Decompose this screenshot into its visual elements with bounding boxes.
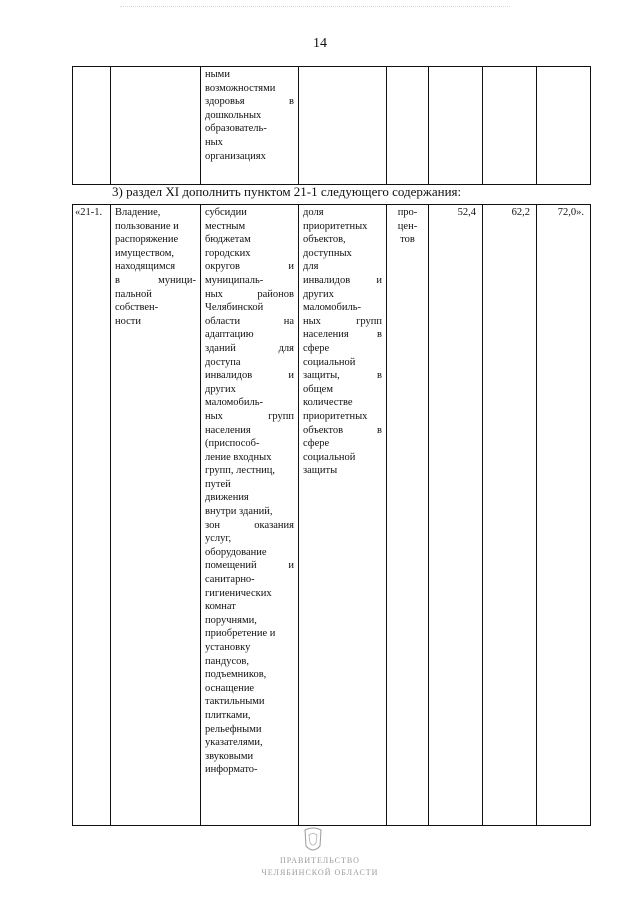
text-line: указателями, xyxy=(205,737,263,749)
text-line: ности xyxy=(115,315,141,327)
text-line: тов xyxy=(400,234,415,246)
text-line: ных групп xyxy=(303,315,382,327)
text-line: для xyxy=(303,261,319,273)
text-line: области на xyxy=(205,315,294,327)
text-line: зон оказания xyxy=(205,519,294,531)
cell-value-3: 72,0». xyxy=(537,205,591,826)
text-line: поручнями, xyxy=(205,614,257,626)
text-line: населения xyxy=(205,424,251,436)
text-line: приоритетных xyxy=(303,410,368,422)
text-line: городских xyxy=(205,247,251,259)
text-line: пальной xyxy=(115,288,152,300)
stamp-text: ЧЕЛЯБИНСКОЙ ОБЛАСТИ xyxy=(261,868,379,877)
coat-of-arms-seal xyxy=(296,826,330,856)
cell-value-2: 62,2 xyxy=(483,205,537,826)
amendment-instruction: 3) раздел XI дополнить пунктом 21-1 следующего содержания: xyxy=(112,184,462,199)
text-line: социальной xyxy=(303,356,356,368)
text-line: местным xyxy=(205,220,246,232)
text-line: объектов в xyxy=(303,424,382,436)
text-line: защиты, в xyxy=(303,370,382,382)
page-number: 14 xyxy=(313,36,327,51)
cell-value-2 xyxy=(483,67,537,185)
text-line: социальной xyxy=(303,451,356,463)
text-line: помещений и xyxy=(205,560,294,572)
text-line: количестве xyxy=(303,397,353,409)
text-line: плитками, xyxy=(205,709,251,721)
text-line: установку xyxy=(205,642,251,653)
text-line: оснащение xyxy=(205,682,255,694)
text-line: услуг, xyxy=(205,533,232,545)
text-line: населения в xyxy=(303,329,382,341)
text-line: маломобиль- xyxy=(303,302,361,314)
table-row xyxy=(73,205,591,826)
text-line: доступных xyxy=(303,247,352,259)
scan-header-noise xyxy=(120,6,510,15)
cell-area xyxy=(111,67,201,185)
text-line: (приспособ- xyxy=(205,438,260,450)
text-line: возможностями xyxy=(205,82,276,94)
text-line: движения xyxy=(205,492,249,504)
cell-number xyxy=(73,67,111,185)
text-line: других xyxy=(303,288,334,300)
cell-unit xyxy=(387,67,429,185)
text-line: находящимся xyxy=(115,261,176,273)
text-line: здоровья в xyxy=(205,96,294,108)
text-line: Челябинской xyxy=(205,302,264,314)
text-line: приобретение и xyxy=(205,628,276,640)
text-line: информато- xyxy=(205,764,258,776)
text-line: ными xyxy=(205,69,230,80)
text-line: групп, лестниц, xyxy=(205,465,276,477)
text-line: цен- xyxy=(397,220,418,232)
text-line: про- xyxy=(397,207,418,218)
text-line: субсидии xyxy=(205,207,247,218)
text-line: путей xyxy=(205,478,231,490)
text-line: санитарно- xyxy=(205,574,255,586)
text-line: имуществом, xyxy=(115,247,174,259)
text-line: оборудование xyxy=(205,546,267,558)
text-line: инвалидов и xyxy=(303,274,382,286)
text-line: Владение, xyxy=(115,207,161,218)
text-line: объектов, xyxy=(303,234,346,246)
cell-value-1: 52,4 xyxy=(429,205,483,826)
cell-value-3 xyxy=(537,67,591,185)
text-line: муниципаль- xyxy=(205,274,264,286)
text-line: приоритетных xyxy=(303,220,368,232)
text-line: общем xyxy=(303,383,333,395)
text-line: распоряжение xyxy=(115,234,179,246)
text-line: подъемников, xyxy=(205,669,267,681)
text-line: образователь- xyxy=(205,123,267,135)
cell-number xyxy=(73,205,111,826)
text-line: комнат xyxy=(205,601,236,613)
row-number: «21-1. xyxy=(75,207,103,218)
text-line: инвалидов и xyxy=(205,370,294,382)
cell-subsidy xyxy=(201,205,299,826)
text-line: ных групп xyxy=(205,410,294,422)
text-line: бюджетам xyxy=(205,234,251,246)
text-line: рельефными xyxy=(205,723,262,735)
text-line: защиты xyxy=(303,465,338,477)
continuation-table xyxy=(72,66,591,185)
text-line: зданий для xyxy=(205,342,294,354)
text-line: собствен- xyxy=(115,302,159,314)
text-line: звуковыми xyxy=(205,750,254,762)
text-line: маломобиль- xyxy=(205,397,263,409)
stamp-text: ПРАВИТЕЛЬСТВО xyxy=(280,856,360,865)
text-line: округов и xyxy=(205,261,294,273)
text-line: других xyxy=(205,383,236,395)
text-line: дошкольных xyxy=(205,109,262,121)
table-row xyxy=(73,67,591,185)
text-line: внутри зданий, xyxy=(205,506,273,518)
text-line: в муници- xyxy=(115,274,196,286)
cell-unit xyxy=(387,205,429,826)
cell-indicator xyxy=(299,205,387,826)
cell-area xyxy=(111,205,201,826)
text-line: тактильными xyxy=(205,696,265,708)
cell-indicator xyxy=(299,67,387,185)
text-line: гигиенических xyxy=(205,587,272,599)
text-line: доступа xyxy=(205,356,241,368)
text-line: ных xyxy=(205,136,223,148)
text-line: пандусов, xyxy=(205,655,249,667)
amendment-table xyxy=(72,204,591,826)
text-line: адаптацию xyxy=(205,329,254,341)
text-line: доля xyxy=(303,207,324,218)
text-line: ление входных xyxy=(205,451,272,463)
text-line: сфере xyxy=(303,342,330,354)
cell-subsidy xyxy=(201,67,299,185)
text-line: ных районов xyxy=(205,288,294,300)
text-line: пользование и xyxy=(115,220,179,232)
cell-value-1 xyxy=(429,67,483,185)
text-line: сфере xyxy=(303,438,330,450)
text-line: организациях xyxy=(205,150,266,162)
